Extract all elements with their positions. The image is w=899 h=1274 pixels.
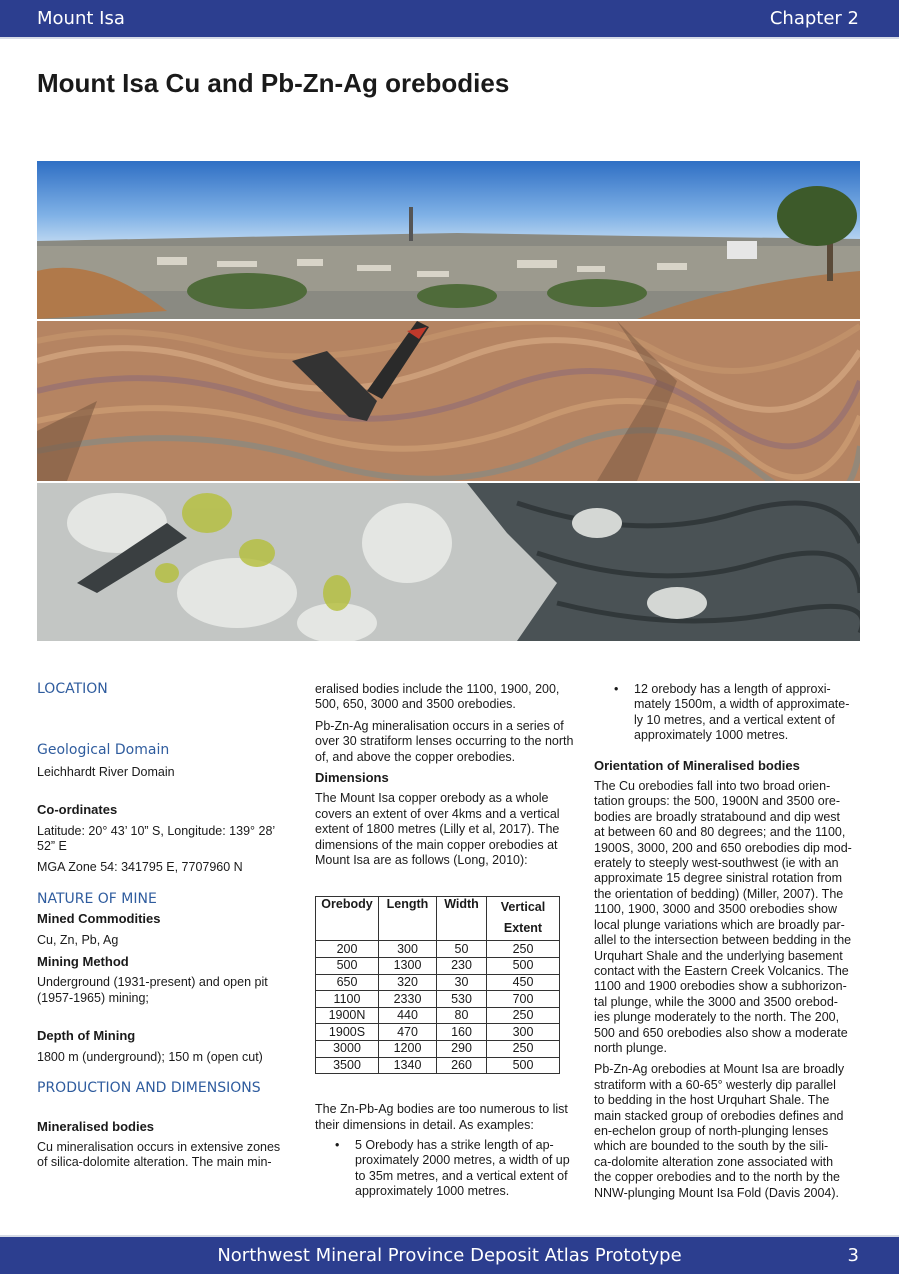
- column-dimensions: [315, 682, 577, 1200]
- continued-line-2: 500, 650, 3000 and 3500 orebodies.: [315, 697, 516, 712]
- orientation-paragraph: [594, 779, 860, 1056]
- mining-method-line-2: (1957-1965) mining;: [37, 990, 149, 1005]
- table-cell: 3500: [316, 1057, 379, 1074]
- paragraph-line: 1100 and 1900 orebodies show a subhorizon-: [594, 979, 847, 994]
- paragraph-line: to bedding in the host Urquhart Shale. The: [594, 1093, 830, 1108]
- pbzn-line-3: of, and above the copper orebodies.: [315, 749, 516, 764]
- table-cell: 450: [487, 974, 560, 991]
- pbznag-paragraph: [315, 719, 577, 765]
- orebody-examples-list-cont: [594, 682, 860, 744]
- nature-of-mine-heading: NATURE OF MINE: [37, 890, 157, 907]
- table-row: [316, 1041, 560, 1058]
- bullet1-line-4: approximately 1000 metres.: [355, 1184, 510, 1199]
- paragraph-line: at between 60 and 80 degrees; and the 1100,: [594, 825, 846, 840]
- table-cell: 160: [437, 1024, 487, 1041]
- footer-band: [0, 1235, 899, 1274]
- table-cell: 300: [487, 1024, 560, 1041]
- table-cell: 290: [437, 1041, 487, 1058]
- brecciated-ore-photo: [37, 483, 860, 641]
- col-header-length: Length: [379, 897, 437, 941]
- paragraph-line: allel to the intersection between bedding in the: [594, 933, 852, 948]
- paragraph-line: ies plunge moderately to the north. The 200,: [594, 1010, 840, 1025]
- table-cell: 500: [316, 958, 379, 975]
- town-panorama-photo: [37, 161, 860, 319]
- dimensions-heading: Dimensions: [315, 770, 389, 786]
- table-cell: 650: [316, 974, 379, 991]
- continued-line-1: eralised bodies include the 1100, 1900, 200,: [315, 682, 560, 696]
- paragraph-line: which are bounded to the south by the sili-: [594, 1139, 829, 1154]
- mining-method-heading: Mining Method: [37, 954, 129, 970]
- mined-commodities-heading: Mined Commodities: [37, 911, 161, 927]
- paragraph-line: local plunge variations which are broadly par-: [594, 917, 845, 932]
- paragraph-line: the orientation of bedding) (Miller, 2007). The: [594, 886, 844, 901]
- znpb-line-1: The Zn-Pb-Ag bodies are too numerous to list: [315, 1102, 568, 1117]
- coordinates-heading: Co-ordinates: [37, 802, 118, 818]
- table-row: [316, 1024, 560, 1041]
- table-cell: 440: [379, 1007, 437, 1024]
- footer-title: Northwest Mineral Province Deposit Atlas Prototype: [217, 1245, 682, 1266]
- table-cell: 1900S: [316, 1024, 379, 1041]
- table-cell: 300: [379, 941, 437, 958]
- paragraph-line: ca-dolomite alteration zone associated with: [594, 1154, 834, 1169]
- table-cell: 500: [487, 1057, 560, 1074]
- list-item: [315, 1138, 577, 1200]
- list-item: [594, 682, 860, 744]
- table-cell: 1200: [379, 1041, 437, 1058]
- paragraph-line: Pb-Zn-Ag orebodies at Mount Isa are broadly: [594, 1062, 845, 1077]
- paragraph-line: Urquhart Shale and the underlying basement: [594, 948, 843, 963]
- depth-of-mining-heading: Depth of Mining: [37, 1028, 136, 1044]
- table-row: [316, 941, 560, 958]
- paragraph-line: 1900S, 3000, 200 and 650 orebodies dip mod-: [594, 840, 852, 855]
- table-cell: 250: [487, 1041, 560, 1058]
- bullet2-line-1: • 12 orebody has a length of approxi-: [634, 682, 831, 696]
- znpbag-paragraph: [315, 1102, 577, 1133]
- table-cell: 80: [437, 1007, 487, 1024]
- header-chapter: Chapter 2: [769, 8, 859, 29]
- table-cell: 230: [437, 958, 487, 975]
- location-heading: LOCATION: [37, 681, 108, 697]
- paragraph-line: tation groups: the 500, 1900N and 3500 ore-: [594, 794, 841, 809]
- paragraph-line: 1100, 1900, 3000 and 3500 orebodies show: [594, 902, 838, 917]
- paragraph-line: the copper orebodies and to the north by the: [594, 1170, 841, 1185]
- dim-line-5: Mount Isa are as follows (Long, 2010):: [315, 853, 528, 868]
- mining-method-line-1: Underground (1931-present) and open pit: [37, 975, 268, 990]
- paragraph-line: contact with the Eastern Creek Volcanics. The: [594, 963, 849, 978]
- mined-commodities-value: Cu, Zn, Pb, Ag: [37, 932, 119, 947]
- table-row: [316, 991, 560, 1008]
- pbzn-line-2: over 30 stratiform lenses occurring to the north: [315, 734, 574, 749]
- table-cell: 320: [379, 974, 437, 991]
- header-band: [0, 0, 899, 39]
- orebody-dimensions-table: [315, 896, 560, 1074]
- paragraph-line: en-echelon group of north-plunging lenses: [594, 1123, 829, 1138]
- coordinates-line-2: 52” E: [37, 839, 67, 854]
- table-header-row: [316, 897, 560, 941]
- pbznag-orientation-paragraph: [594, 1062, 860, 1201]
- paragraph-line: 500 and 650 orebodies also show a moderate: [594, 1025, 848, 1040]
- bullet2-line-4: approximately 1000 metres.: [634, 728, 789, 743]
- table-cell: 470: [379, 1024, 437, 1041]
- table-cell: 700: [487, 991, 560, 1008]
- paragraph-line: bodies are broadly stratabound and dip west: [594, 809, 840, 824]
- depth-of-mining-value: 1800 m (underground); 150 m (open cut): [37, 1049, 263, 1064]
- table-cell: 250: [487, 941, 560, 958]
- paragraph-line: approximate 15 degree sinistral rotation from: [594, 871, 843, 886]
- dimensions-paragraph: [315, 791, 577, 868]
- table-cell: 2330: [379, 991, 437, 1008]
- header-location: Mount Isa: [37, 8, 125, 29]
- dim-line-4: dimensions of the main copper orebodies at: [315, 837, 558, 852]
- orebody-examples-list: [315, 1138, 577, 1200]
- col-header-orebody: Orebody: [316, 897, 379, 941]
- table-cell: 200: [316, 941, 379, 958]
- table-row: [316, 974, 560, 991]
- paragraph-line: erately to steeply west-southwest (ie with an: [594, 856, 839, 871]
- production-heading: PRODUCTION AND DIMENSIONS: [37, 1080, 261, 1097]
- coordinates-line-1: Latitude: 20° 43’ 10” S, Longitude: 139° 28’: [37, 823, 276, 838]
- table-cell: 260: [437, 1057, 487, 1074]
- table-cell: 1100: [316, 991, 379, 1008]
- table-cell: 530: [437, 991, 487, 1008]
- bullet2-line-3: ly 10 metres, and a vertical extent of: [634, 712, 835, 727]
- mining-method-value: [37, 975, 292, 1006]
- mineralised-bodies-text: [37, 1140, 292, 1171]
- paragraph-line: The Cu orebodies fall into two broad orien-: [594, 779, 831, 794]
- col-header-vertical-extent: [487, 897, 560, 941]
- bullet2-line-2: mately 1500m, a width of approximate-: [634, 697, 850, 712]
- mineralised-line-1: Cu mineralisation occurs in extensive zones: [37, 1139, 281, 1154]
- table-cell: 30: [437, 974, 487, 991]
- geological-domain-heading: Geological Domain: [37, 742, 170, 759]
- column-location: [37, 682, 292, 1171]
- table-cell: 3000: [316, 1041, 379, 1058]
- col-header-extent: Extent: [503, 921, 543, 936]
- col-header-vertical: Vertical: [500, 900, 546, 915]
- table-cell: 1300: [379, 958, 437, 975]
- table-cell: 1900N: [316, 1007, 379, 1024]
- table-row: [316, 958, 560, 975]
- orientation-heading: Orientation of Mineralised bodies: [594, 757, 800, 773]
- paragraph-line: NNW-plunging Mount Isa Fold (Davis 2004).: [594, 1185, 840, 1200]
- coordinates-latlon: [37, 824, 292, 855]
- column-orientation: [594, 682, 860, 1201]
- table-cell: 500: [487, 958, 560, 975]
- bullet1-line-3: to 35m metres, and a vertical extent of: [355, 1168, 568, 1183]
- page-title: Mount Isa Cu and Pb-Zn-Ag orebodies: [37, 68, 510, 98]
- coordinates-mga: MGA Zone 54: 341795 E, 7707960 N: [37, 860, 243, 875]
- mineralised-line-2: of silica-dolomite alteration. The main min-: [37, 1155, 272, 1170]
- table-cell: 1340: [379, 1057, 437, 1074]
- bullet1-line-2: proximately 2000 metres, a width of up: [355, 1153, 570, 1168]
- geological-domain-value: Leichhardt River Domain: [37, 764, 175, 779]
- dim-line-2: covers an extent of over 4kms and a vertical: [315, 806, 560, 821]
- paragraph-line: north plunge.: [594, 1040, 667, 1055]
- znpb-line-2: their dimensions in detail. As examples:: [315, 1117, 534, 1132]
- mineralised-bodies-heading: Mineralised bodies: [37, 1118, 155, 1134]
- pbzn-line-1: Pb-Zn-Ag mineralisation occurs in a series of: [315, 718, 564, 733]
- banded-rock-outcrop-photo: [37, 321, 860, 481]
- table-row: [316, 1057, 560, 1074]
- table-cell: 50: [437, 941, 487, 958]
- table-cell: 250: [487, 1007, 560, 1024]
- dim-line-3: extent of 1800 metres (Lilly et al, 2017). The: [315, 822, 560, 837]
- bullet1-line-1: • 5 Orebody has a strike length of ap-: [355, 1138, 554, 1153]
- page-number: 3: [847, 1245, 859, 1266]
- mineralised-continued: [315, 682, 577, 713]
- dim-line-1: The Mount Isa copper orebody as a whole: [315, 791, 549, 806]
- paragraph-line: main stacked group of orebodies defines and: [594, 1108, 844, 1123]
- paragraph-line: tal plunge, while the 3000 and 3500 orebod-: [594, 994, 838, 1009]
- col-header-width: Width: [437, 897, 487, 941]
- table-row: [316, 1007, 560, 1024]
- paragraph-line: stratiform with a 60-65° westerly dip parallel: [594, 1077, 836, 1092]
